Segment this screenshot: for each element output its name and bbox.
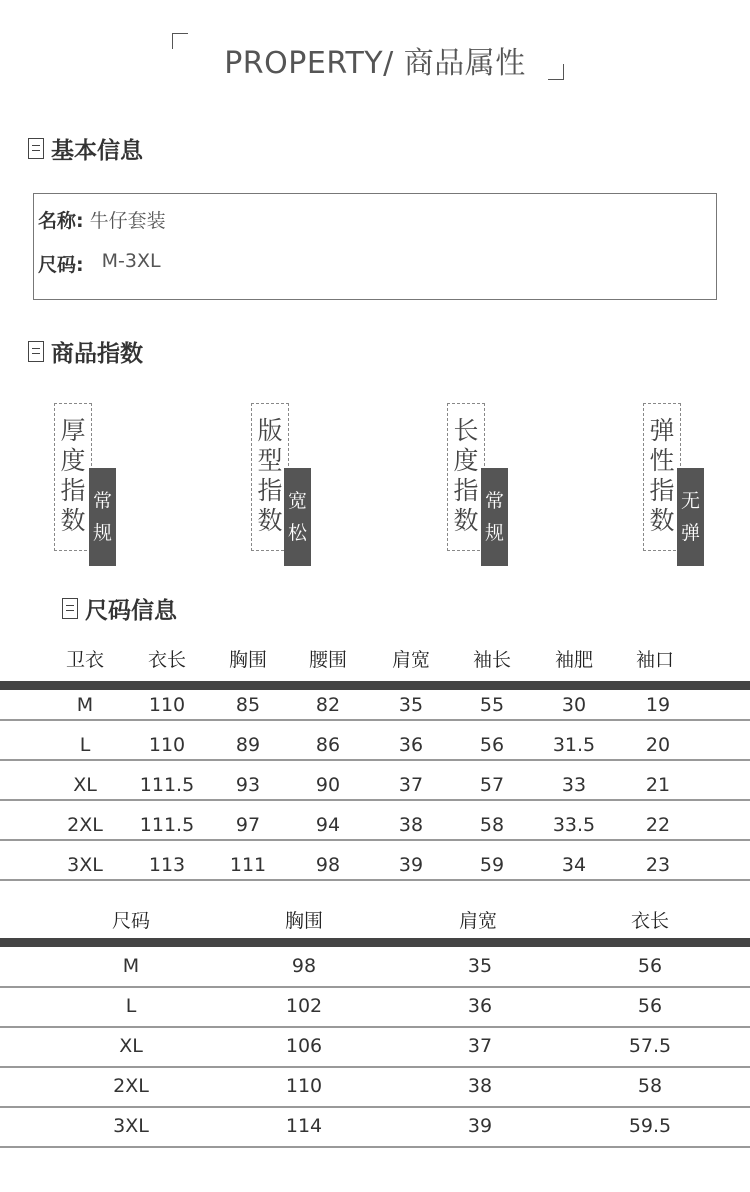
table-cell: 22 — [645, 814, 671, 836]
section-heading: 尺码信息 — [85, 597, 177, 624]
section-size-info — [62, 593, 177, 623]
table-cell: 58 — [637, 1075, 663, 1097]
section-heading: 商品指数 — [51, 340, 143, 367]
index-value-tag: 常 规 — [89, 468, 116, 566]
section-heading: 基本信息 — [51, 137, 143, 164]
table-cell: 56 — [637, 955, 663, 977]
table-cell: 3XL — [67, 854, 103, 876]
page-title: PROPERTY/ 商品属性 — [224, 46, 526, 81]
table-cell: 98 — [291, 955, 317, 977]
table-cell: 93 — [235, 774, 261, 796]
table-header-row — [0, 901, 750, 941]
index-card-elasticity — [643, 400, 743, 570]
table-cell: 113 — [148, 854, 186, 876]
table-cell: 98 — [315, 854, 341, 876]
table-row — [0, 1026, 750, 1066]
table-cell: 114 — [285, 1115, 323, 1137]
table-header-cell: 袖肥 — [554, 649, 594, 671]
table-cell: 111 — [229, 854, 267, 876]
table-header-cell: 袖口 — [635, 649, 675, 671]
table-cell: 57.5 — [628, 1035, 672, 1057]
table-cell: 59 — [479, 854, 505, 876]
table-cell: 34 — [561, 854, 587, 876]
index-value-tag: 常 规 — [481, 468, 508, 566]
table-cell: 36 — [467, 995, 493, 1017]
info-row-size — [38, 250, 161, 277]
table-cell: 37 — [467, 1035, 493, 1057]
table-header-cell: 衣长 — [630, 910, 670, 932]
table-cell: 111.5 — [139, 814, 195, 836]
table-cell: 30 — [561, 694, 587, 716]
table-cell: 19 — [645, 694, 671, 716]
table-cell: 97 — [235, 814, 261, 836]
info-key: 尺码: — [38, 254, 84, 276]
table-cell: 21 — [645, 774, 671, 796]
table-header-cell: 肩宽 — [391, 649, 431, 671]
table-cell: L — [79, 734, 91, 756]
info-key: 名称: — [38, 210, 84, 232]
row-divider — [0, 879, 750, 881]
table-cell: 39 — [467, 1115, 493, 1137]
index-card-fit — [251, 400, 351, 570]
table-cell: M — [76, 694, 94, 716]
table-header-cell: 袖长 — [472, 649, 512, 671]
table-cell: M — [122, 955, 140, 977]
table-header-cell: 胸围 — [284, 910, 324, 932]
table-cell: 2XL — [113, 1075, 149, 1097]
table-cell: 57 — [479, 774, 505, 796]
table-cell: XL — [119, 1035, 143, 1057]
table-header-cell: 卫衣 — [65, 649, 105, 671]
table-cell: 111.5 — [139, 774, 195, 796]
corner-bracket-bottom-right — [548, 64, 564, 80]
basic-info-box — [33, 193, 717, 300]
table-cell: 3XL — [113, 1115, 149, 1137]
table-cell: 89 — [235, 734, 261, 756]
table-header-cell: 肩宽 — [458, 910, 498, 932]
index-label: 长 度 指 数 — [453, 416, 479, 535]
row-divider — [0, 719, 750, 721]
index-card-length — [447, 400, 547, 570]
row-divider — [0, 839, 750, 841]
table-cell: 82 — [315, 694, 341, 716]
table-cell: 36 — [398, 734, 424, 756]
document-icon — [28, 138, 44, 159]
info-value: 牛仔套装 — [89, 210, 166, 232]
table-row — [0, 946, 750, 986]
row-divider — [0, 799, 750, 801]
info-row-name — [38, 206, 166, 233]
table-header-cell: 衣长 — [147, 649, 187, 671]
table-cell: 35 — [467, 955, 493, 977]
table-cell: 35 — [398, 694, 424, 716]
table-cell: 86 — [315, 734, 341, 756]
table-cell: L — [125, 995, 137, 1017]
table-row — [0, 1106, 750, 1146]
clipboard-icon — [28, 341, 44, 362]
section-product-index — [28, 336, 143, 366]
table-cell: 31.5 — [552, 734, 596, 756]
table-cell: 23 — [645, 854, 671, 876]
table-cell: 102 — [285, 995, 323, 1017]
index-value-tag: 无 弹 — [677, 468, 704, 566]
table-header-cell: 腰围 — [308, 649, 348, 671]
index-card-thickness — [54, 400, 154, 570]
table-cell: 110 — [148, 694, 186, 716]
table-cell: 110 — [285, 1075, 323, 1097]
index-label: 弹 性 指 数 — [649, 416, 675, 535]
row-divider — [0, 1146, 750, 1148]
table-cell: 55 — [479, 694, 505, 716]
info-value: M-3XL — [101, 250, 161, 272]
page-header — [0, 0, 750, 100]
table-cell: 38 — [398, 814, 424, 836]
index-label: 版 型 指 数 — [257, 416, 283, 535]
table-row — [0, 1066, 750, 1106]
section-basic-info — [28, 133, 143, 163]
table-cell: 33.5 — [552, 814, 596, 836]
index-value-tag: 宽 松 — [284, 468, 311, 566]
table-cell: 20 — [645, 734, 671, 756]
table-cell: 56 — [479, 734, 505, 756]
table-cell: 90 — [315, 774, 341, 796]
table-cell: 33 — [561, 774, 587, 796]
table-cell: 39 — [398, 854, 424, 876]
table-cell: 37 — [398, 774, 424, 796]
table-cell: 59.5 — [628, 1115, 672, 1137]
table-cell: 85 — [235, 694, 261, 716]
table-header-cell: 尺码 — [111, 910, 151, 932]
table-cell: 106 — [285, 1035, 323, 1057]
table-cell: 110 — [148, 734, 186, 756]
index-label: 厚 度 指 数 — [60, 416, 86, 535]
table-cell: 2XL — [67, 814, 103, 836]
table-cell: 56 — [637, 995, 663, 1017]
table-header-cell: 胸围 — [228, 649, 268, 671]
table-cell: 94 — [315, 814, 341, 836]
table-cell: 58 — [479, 814, 505, 836]
table-cell: 38 — [467, 1075, 493, 1097]
table-row — [0, 986, 750, 1026]
table-header-row — [0, 640, 750, 680]
ruler-icon — [62, 598, 78, 619]
row-divider — [0, 759, 750, 761]
table-cell: XL — [73, 774, 97, 796]
